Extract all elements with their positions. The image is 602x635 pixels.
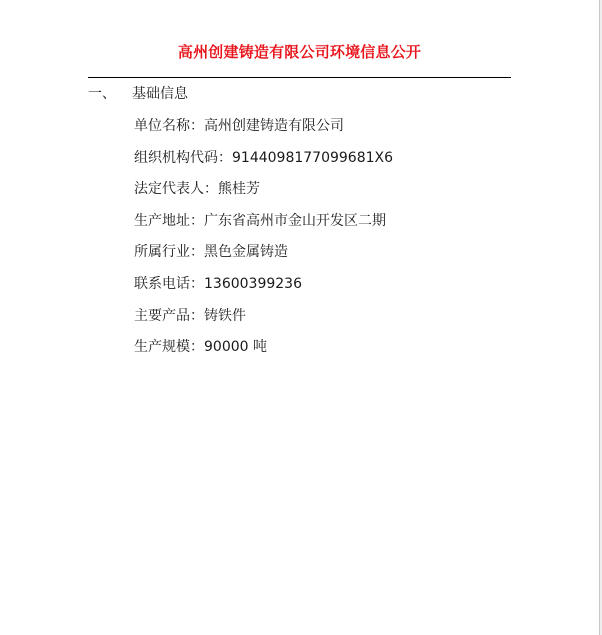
info-row-production-scale: [134, 337, 393, 369]
section-number: 一、: [88, 86, 116, 102]
info-separator: ：: [190, 307, 204, 324]
info-row-main-products: [134, 306, 393, 338]
basic-info-list: [134, 116, 393, 369]
info-label: 联系电话: [134, 275, 190, 292]
info-label: 主要产品: [134, 307, 190, 324]
info-separator: ：: [218, 149, 232, 166]
info-separator: ：: [190, 212, 204, 229]
info-row-production-address: [134, 211, 393, 243]
info-row-legal-representative: [134, 179, 393, 211]
info-row-phone: [134, 274, 393, 306]
info-value: 90000 吨: [204, 339, 267, 356]
info-row-org-code: [134, 148, 393, 180]
info-value: 黑色金属铸造: [204, 244, 288, 261]
info-value: 铸铁件: [204, 307, 246, 324]
info-row-industry: [134, 242, 393, 274]
info-separator: ：: [190, 275, 204, 292]
section-title: 基础信息: [132, 86, 188, 102]
info-label: 单位名称: [134, 118, 190, 134]
info-value: 13600399236: [204, 275, 302, 292]
document-title: 高州创建铸造有限公司环境信息公开: [177, 43, 422, 61]
info-label: 法定代表人: [134, 181, 204, 198]
title-underline-rule: [88, 77, 511, 78]
info-value: 高州创建铸造有限公司: [204, 118, 344, 134]
info-label: 所属行业: [134, 244, 190, 261]
info-separator: ：: [190, 118, 204, 134]
info-separator: ：: [190, 339, 204, 356]
info-separator: ：: [204, 181, 218, 198]
info-label: 组织机构代码: [134, 149, 218, 166]
info-separator: ：: [190, 244, 204, 261]
info-value: 9144098177099681X6: [232, 149, 394, 166]
section-heading: [88, 84, 188, 104]
info-label: 生产规模: [134, 339, 190, 356]
info-value: 广东省高州市金山开发区二期: [204, 212, 386, 229]
info-value: 熊桂芳: [218, 181, 260, 198]
info-row-company-name: [134, 116, 393, 148]
info-label: 生产地址: [134, 212, 190, 229]
